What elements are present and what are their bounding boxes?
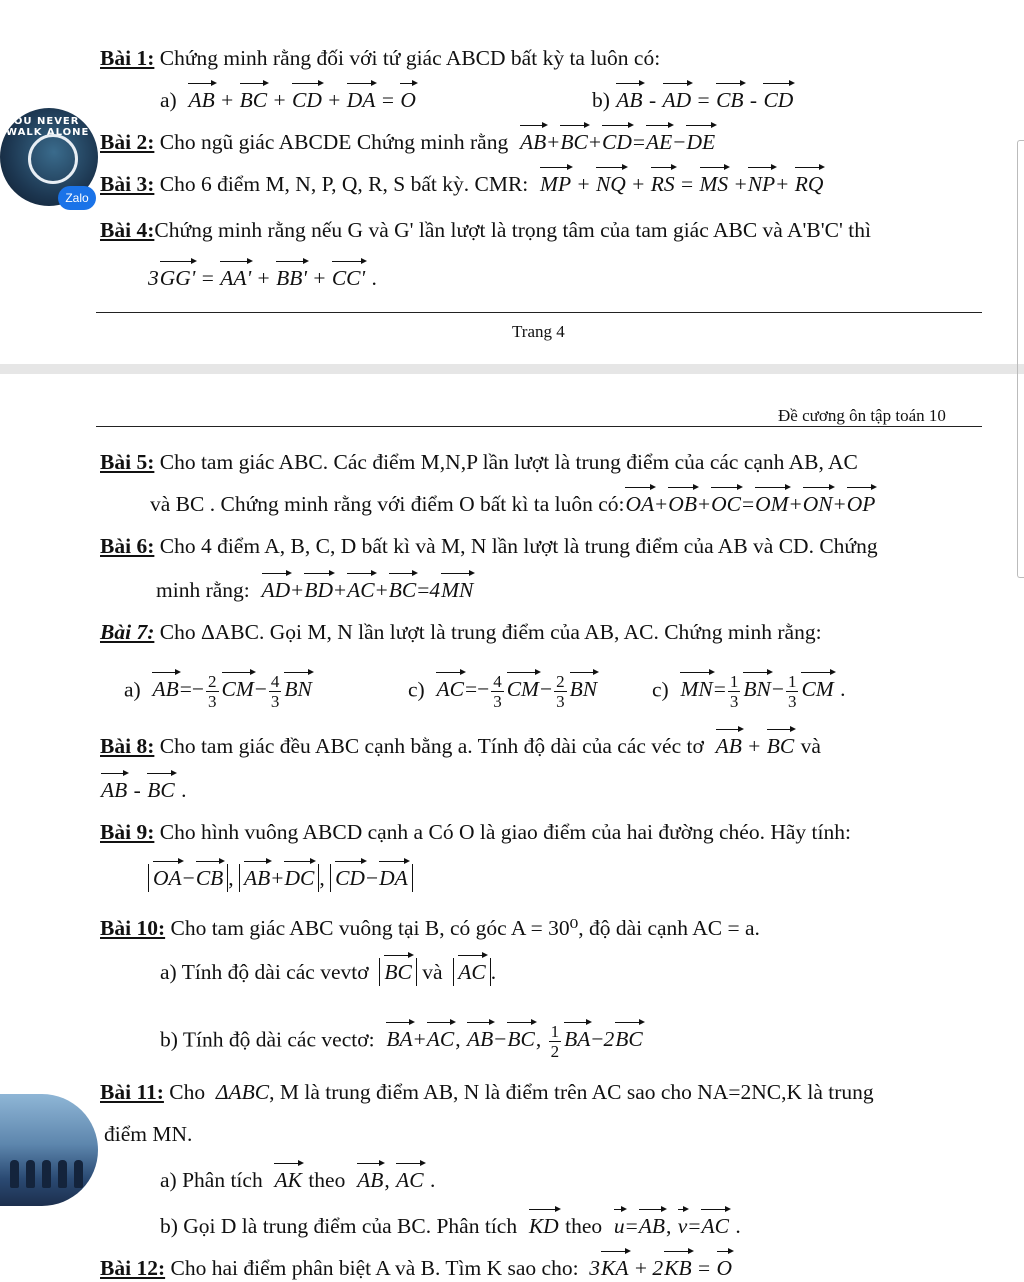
problem-7-text: Cho ΔABC. Gọi M, N lần lượt là trung điểm của AB, AC. Chứng minh rằng: bbox=[154, 620, 822, 644]
problem-6-line1 bbox=[100, 532, 878, 560]
problem-12-title: Bài 12: bbox=[100, 1256, 166, 1280]
problem-8-text: Cho tam giác đều ABC cạnh bằng a. Tính độ dài của các véc tơ bbox=[154, 734, 704, 758]
problem-11-text-b: , M là trung điểm AB, N là điểm trên AC sao cho NA=2NC,K là trung bbox=[269, 1080, 874, 1104]
person-silhouette bbox=[42, 1160, 51, 1188]
problem-10b bbox=[160, 1022, 644, 1061]
problem-2-text: Cho ngũ giác ABCDE Chứng minh rằng bbox=[154, 130, 509, 154]
formula-1a: AB + BC + CD + DA = O bbox=[188, 88, 416, 112]
formula-11a2: AB, AC . bbox=[357, 1168, 436, 1192]
person-silhouette bbox=[10, 1160, 19, 1188]
problem-1b bbox=[592, 86, 794, 114]
problem-7c1 bbox=[408, 672, 598, 711]
problem-2 bbox=[100, 128, 716, 156]
problem-11a-text: a) Phân tích bbox=[160, 1168, 263, 1192]
problem-1a-label: a) bbox=[160, 88, 177, 112]
formula-9: OA−CB , AB+DC , CD−DA bbox=[148, 864, 413, 892]
problem-1-text: Chứng minh rằng đối với tứ giác ABCD bất kỳ ta luôn có: bbox=[154, 46, 661, 70]
problem-5-title: Bài 5: bbox=[100, 450, 155, 474]
formula-10b: BA+AC, AB−BC, $\frac{1}{2}$ BA−2BC bbox=[386, 1022, 643, 1061]
problem-11a-theo: theo bbox=[308, 1168, 346, 1192]
formula-4: 3GG' = AA' + BB' + CC' . bbox=[148, 266, 377, 290]
formula-5: OA+OB+OC=OM+ON+OP bbox=[625, 492, 876, 516]
problem-9 bbox=[100, 818, 851, 846]
problem-5-line1 bbox=[100, 448, 858, 476]
problem-6-line2 bbox=[156, 576, 474, 604]
problem-5-line2 bbox=[150, 490, 876, 518]
problem-11b bbox=[160, 1212, 741, 1240]
problem-3-title: Bài 3: bbox=[100, 172, 155, 196]
problem-1b-label: b) bbox=[592, 88, 610, 112]
problem-1a bbox=[160, 86, 417, 114]
problem-5-text2: và BC . Chứng minh rằng với điểm O bất kì ta luôn có: bbox=[150, 492, 625, 516]
problem-3-text: Cho 6 điểm M, N, P, Q, R, S bất kỳ. CMR: bbox=[154, 172, 529, 196]
formula-1b: AB - AD = CB - CD bbox=[616, 88, 794, 112]
formula-11a1: AK bbox=[274, 1168, 302, 1192]
problem-10a-text: a) Tính độ dài các vevtơ bbox=[160, 960, 369, 984]
problem-11-title: Bài 11: bbox=[100, 1080, 164, 1104]
formula-3: MP + NQ + RS = MS +NP+ RQ bbox=[540, 172, 824, 196]
problem-1-title: Bài 1: bbox=[100, 46, 155, 70]
problem-4-text: Chứng minh rằng nếu G và G' lần lượt là trọng tâm của tam giác ABC và A'B'C' thì bbox=[154, 218, 871, 242]
person-silhouette bbox=[74, 1160, 83, 1188]
problem-7a-label: a) bbox=[124, 677, 141, 702]
problem-10a bbox=[160, 958, 496, 986]
page-gap bbox=[0, 364, 1024, 374]
globe-icon bbox=[28, 134, 78, 184]
problem-11-text-a: Cho bbox=[163, 1080, 206, 1104]
problem-9-title: Bài 9: bbox=[100, 820, 155, 844]
problem-7a bbox=[124, 672, 313, 711]
problem-7-title: Bài 7: bbox=[100, 620, 155, 644]
thumbnail-photo[interactable] bbox=[0, 1094, 98, 1206]
problem-8 bbox=[100, 732, 821, 760]
problem-1-heading bbox=[100, 44, 660, 72]
formula-8b: AB - BC . bbox=[101, 778, 187, 802]
page-bottom bbox=[0, 374, 1024, 1280]
scrollbar[interactable] bbox=[1017, 140, 1024, 578]
formula-11-triangle: ΔABC bbox=[210, 1080, 270, 1104]
problem-6-title: Bài 6: bbox=[100, 534, 155, 558]
problem-10a-and: và bbox=[422, 960, 443, 984]
problem-12 bbox=[100, 1254, 733, 1282]
formula-7a: AB=− $\frac{2}{3}$ CM− $\frac{4}{3}$ BN bbox=[152, 672, 312, 711]
zalo-badge[interactable]: Zalo bbox=[58, 186, 96, 210]
problem-11b-theo: theo bbox=[565, 1214, 603, 1238]
problem-3 bbox=[100, 170, 824, 198]
problem-11b-text: b) Gọi D là trung điểm của BC. Phân tích bbox=[160, 1214, 518, 1238]
problem-11-line2: điểm MN. bbox=[104, 1122, 193, 1146]
problem-11a bbox=[160, 1166, 435, 1194]
problem-7c2 bbox=[652, 672, 845, 711]
problem-12-text: Cho hai điểm phân biệt A và B. Tìm K sao cho: bbox=[165, 1256, 579, 1280]
problem-6-text: Cho 4 điểm A, B, C, D bất kì và M, N lần lượt là trung điểm của AB và CD. Chứng bbox=[154, 534, 878, 558]
formula-8a: AB + BC bbox=[715, 734, 795, 758]
formula-11b1: KD bbox=[528, 1214, 559, 1238]
problem-10-title: Bài 10: bbox=[100, 916, 166, 940]
problem-5-text: Cho tam giác ABC. Các điểm M,N,P lần lượt là trung điểm của các cạnh AB, AC bbox=[154, 450, 858, 474]
formula-2: AB+BC+CD=AE−DE bbox=[519, 130, 716, 154]
page-top bbox=[0, 0, 1024, 364]
person-silhouette bbox=[58, 1160, 67, 1188]
problem-4 bbox=[100, 216, 871, 244]
formula-7c2: MN= $\frac{1}{3}$ BN− $\frac{1}{3}$ CM . bbox=[680, 672, 846, 711]
problem-8-and: và bbox=[800, 734, 821, 758]
problem-9-text: Cho hình vuông ABCD cạnh a Có O là giao điểm của hai đường chéo. Hãy tính: bbox=[154, 820, 851, 844]
problem-8-title: Bài 8: bbox=[100, 734, 155, 758]
formula-10a2: AC . bbox=[448, 958, 496, 986]
problem-7c2-label: c) bbox=[652, 677, 669, 702]
problem-6-text2: minh rằng: bbox=[156, 578, 250, 602]
header-rule bbox=[96, 426, 982, 427]
page-number: Trang 4 bbox=[512, 322, 565, 341]
person-silhouette bbox=[26, 1160, 35, 1188]
formula-6: AD+BD+AC+BC=4MN bbox=[261, 578, 474, 602]
formula-12: 3KA + 2KB = O bbox=[589, 1256, 733, 1280]
problem-2-title: Bài 2: bbox=[100, 130, 155, 154]
footer-rule bbox=[96, 312, 982, 313]
problem-10 bbox=[100, 914, 760, 942]
problem-10-text: Cho tam giác ABC vuông tại B, có góc A = 30⁰, độ dài cạnh AC = a. bbox=[165, 916, 760, 940]
formula-7c1: AC=− $\frac{4}{3}$ CM− $\frac{2}{3}$ BN bbox=[436, 672, 598, 711]
problem-11-line1 bbox=[100, 1078, 874, 1106]
problem-7 bbox=[100, 618, 822, 646]
problem-7c1-label: c) bbox=[408, 677, 425, 702]
problem-4-title: Bài 4: bbox=[100, 218, 155, 242]
page-header: Đề cương ôn tập toán 10 bbox=[778, 406, 946, 425]
problem-10b-text: b) Tính độ dài các vectơ: bbox=[160, 1027, 375, 1052]
avatar-ring-text: YOU NEVER WALK ALONE bbox=[6, 116, 90, 138]
formula-10a1: BC bbox=[374, 958, 422, 986]
formula-11b2: u=AB, v=AC . bbox=[613, 1214, 741, 1238]
